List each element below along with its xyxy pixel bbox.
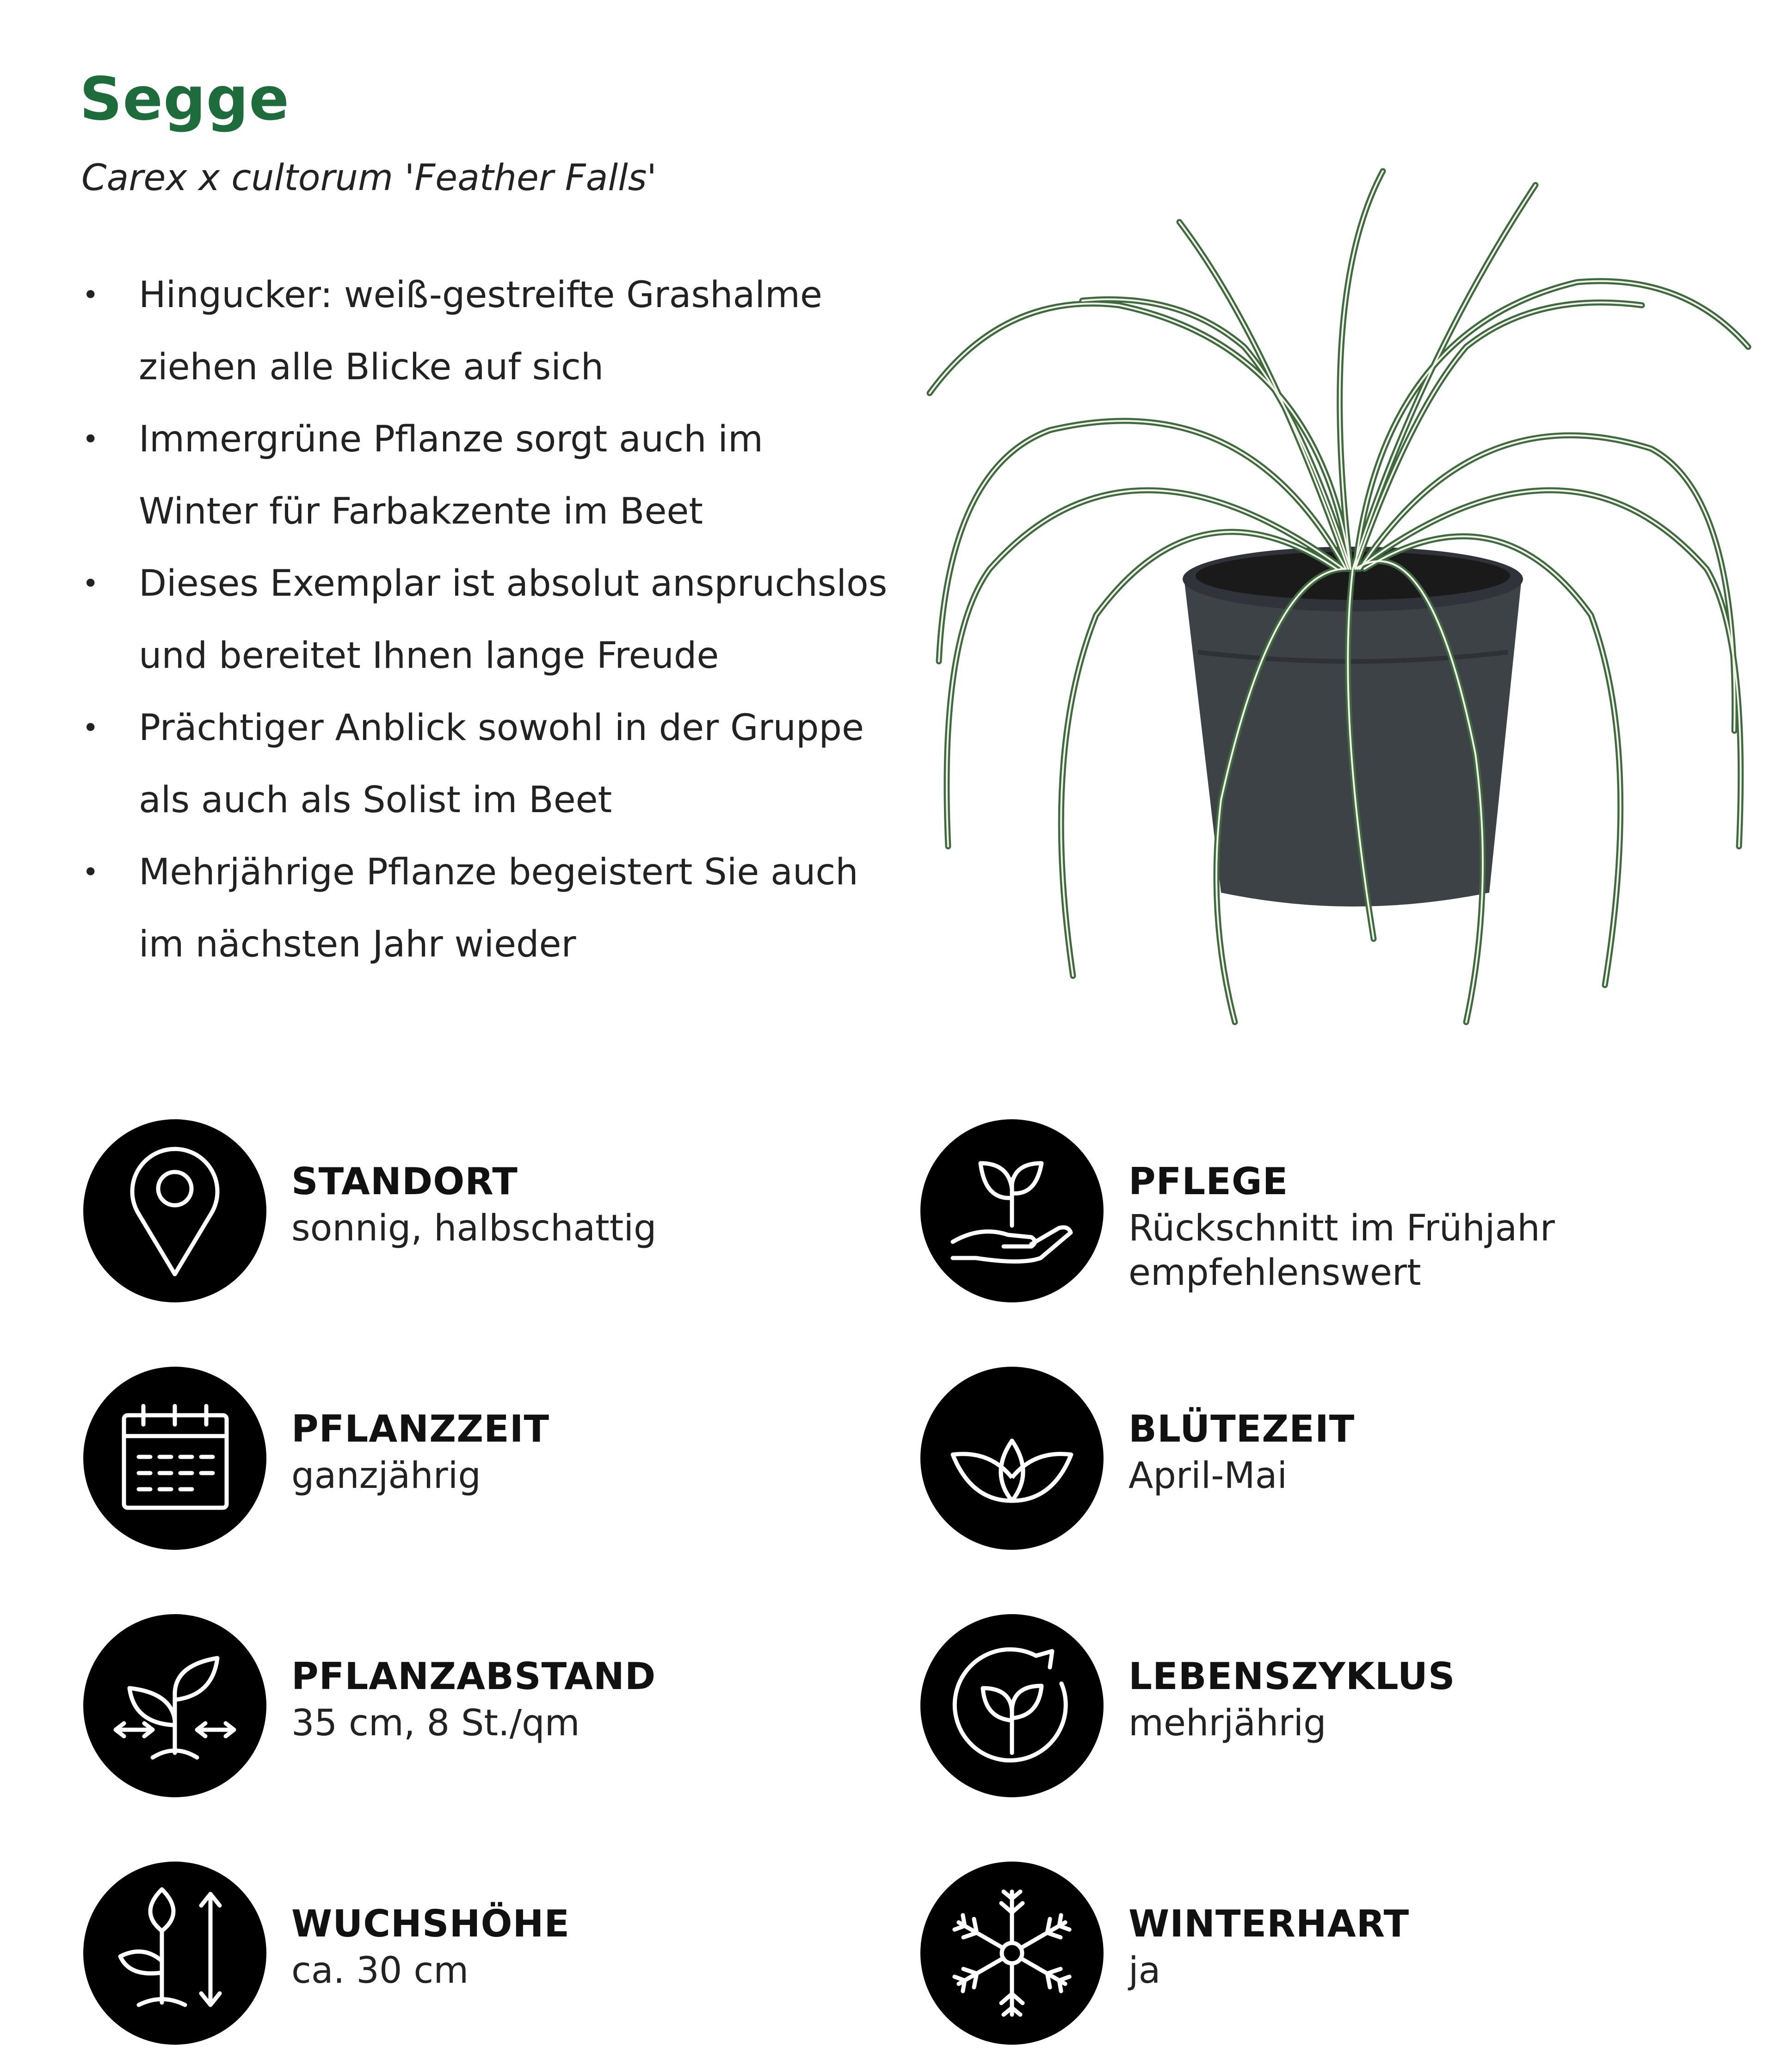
- info-value: mehrjährig: [1128, 1702, 1326, 1744]
- feature-list: [79, 259, 888, 980]
- feature-item: • Dieses Exemplar ist absolut anspruchslos und bereitet Ihnen lange Freude: [79, 548, 888, 692]
- product-image: [920, 153, 1753, 1027]
- info-label: WINTERHART: [1128, 1902, 1410, 1945]
- info-value: Rückschnitt im Frühjahr empfehlenswert: [1128, 1208, 1555, 1294]
- calendar-icon: [83, 1367, 266, 1550]
- lifecycle-icon: [920, 1614, 1104, 1797]
- info-pflanzabstand: [83, 1614, 870, 1799]
- product-title: Segge: [80, 65, 290, 134]
- info-label: BLÜTEZEIT: [1128, 1407, 1355, 1450]
- info-label: PFLANZABSTAND: [291, 1655, 656, 1698]
- info-label: PFLANZZEIT: [291, 1407, 550, 1450]
- info-value: sonnig, halbschattig: [291, 1208, 657, 1249]
- info-wuchshoehe: [83, 1862, 870, 2047]
- feature-item: • Prächtiger Anblick sowohl in der Gruppe als auch als Solist im Beet: [79, 692, 888, 836]
- snowflake-icon: [920, 1862, 1104, 2045]
- info-lebenszyklus: [920, 1614, 1707, 1799]
- info-value: ganzjährig: [291, 1455, 481, 1497]
- info-value: 35 cm, 8 St./qm: [291, 1702, 580, 1744]
- info-label: PFLEGE: [1128, 1160, 1289, 1203]
- feature-item: • Immergrüne Pflanze sorgt auch im Winter für Farbakzente im Beet: [79, 403, 888, 548]
- feature-item: • Hingucker: weiß-gestreifte Grashalme ziehen alle Blicke auf sich: [79, 259, 888, 403]
- info-bluetezeit: [920, 1367, 1707, 1552]
- location-pin-icon: [83, 1119, 266, 1302]
- info-standort: [83, 1119, 870, 1304]
- hand-seedling-icon: [920, 1119, 1104, 1302]
- info-label: WUCHSHÖHE: [291, 1902, 570, 1945]
- info-winterhart: [920, 1862, 1707, 2047]
- info-pflege: [920, 1119, 1707, 1304]
- info-pflanzzeit: [83, 1367, 870, 1552]
- info-value: ca. 30 cm: [291, 1950, 469, 1992]
- info-label: STANDORT: [291, 1160, 518, 1203]
- lotus-flower-icon: [920, 1367, 1104, 1550]
- info-value: ja: [1128, 1950, 1161, 1992]
- info-value: April-Mai: [1128, 1455, 1288, 1497]
- botanical-name: Carex x cultorum 'Feather Falls': [81, 157, 657, 199]
- plant-spacing-icon: [83, 1614, 266, 1797]
- info-label: LEBENSZYKLUS: [1128, 1655, 1455, 1698]
- feature-item: • Mehrjährige Pflanze begeistert Sie auch im nächsten Jahr wieder: [79, 836, 888, 980]
- plant-height-icon: [83, 1862, 266, 2045]
